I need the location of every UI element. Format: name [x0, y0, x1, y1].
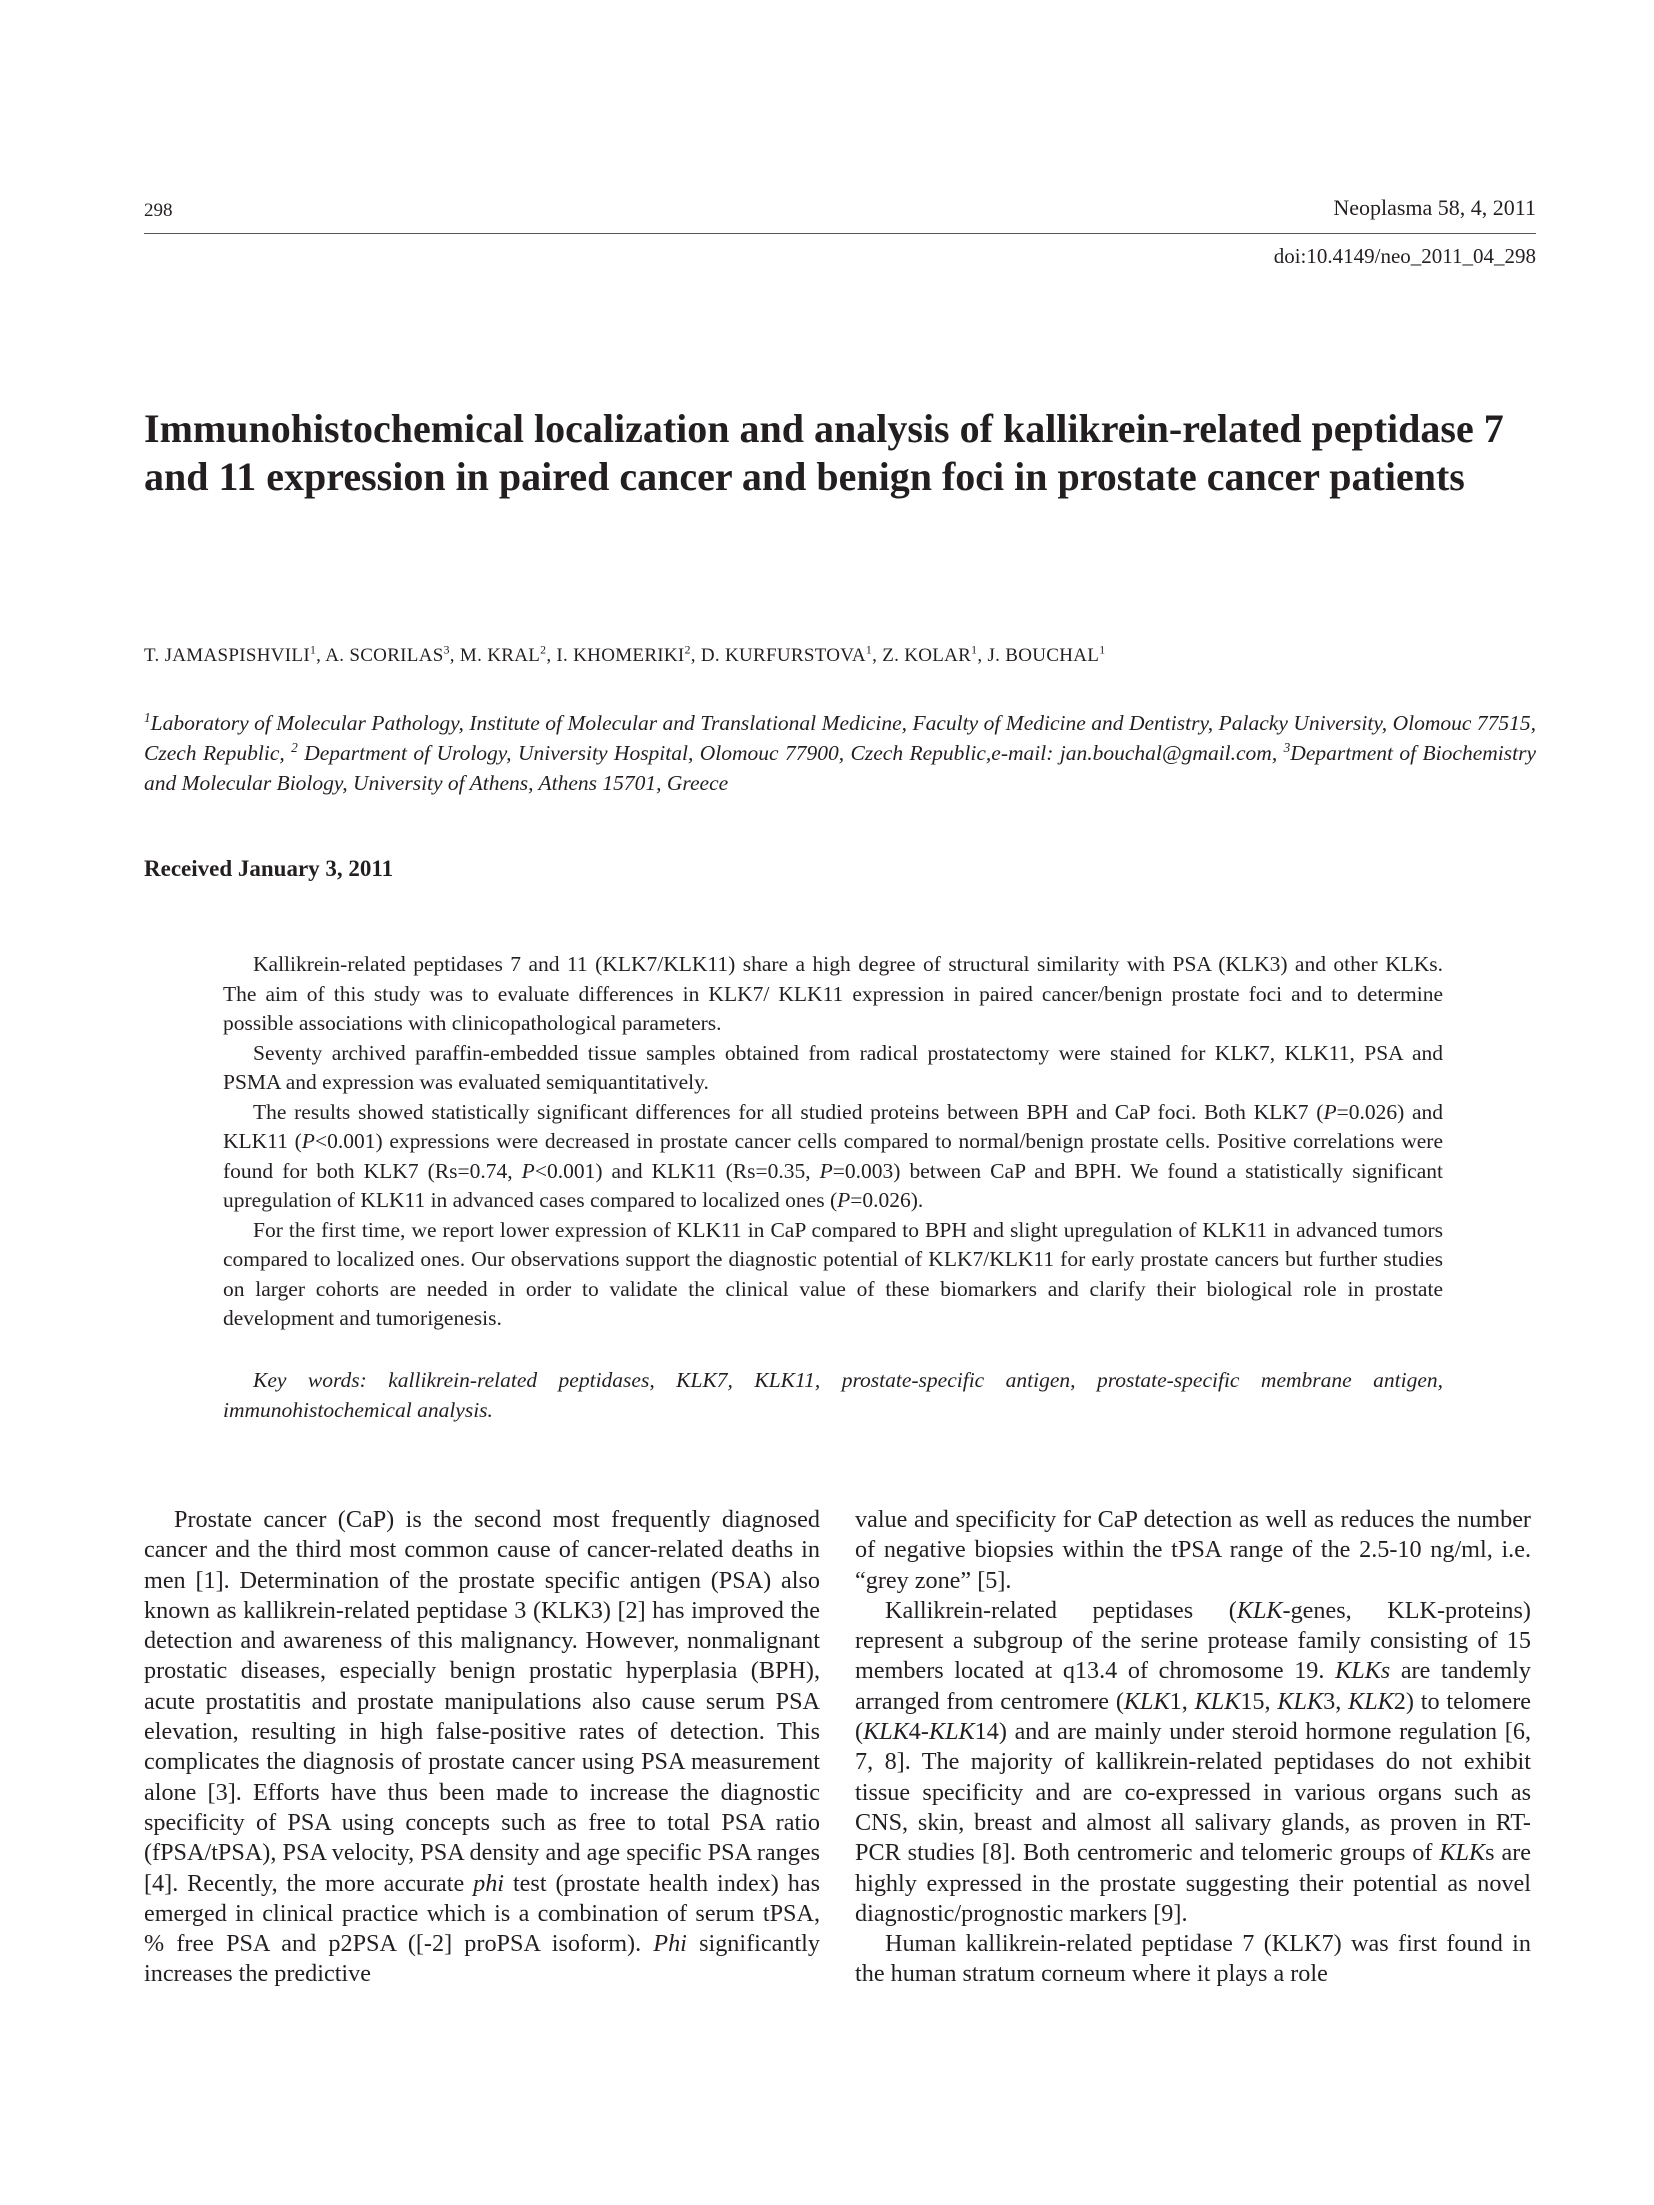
- author-name: T. JAMASPISHVILI: [144, 645, 310, 666]
- author-name: A. SCORILAS: [325, 645, 444, 666]
- text-run: 3,: [1323, 1687, 1349, 1715]
- author-affiliation-marker: 1: [309, 643, 317, 657]
- text-run: test (prostate health index) has emerged in clinical practice which is a combination of serum tPSA, % free PSA and p2PSA ([-2] proPSA isoform).: [144, 1869, 820, 1958]
- text-run: =0.003) between CaP and BPH. We found a statistically significant upregulation of KLK11 in advanced cases compared to localized ones (: [223, 1158, 1443, 1212]
- author-affiliation-marker: 2: [684, 643, 691, 657]
- text-run: The results showed statistically significant differences for all studied proteins between BPH and CaP foci. Both KLK7 (: [253, 1099, 1324, 1124]
- author-name: Z. KOLAR: [882, 645, 972, 666]
- author-affiliation-marker: 1: [1099, 643, 1106, 657]
- abstract-paragraph: Kallikrein-related peptidases 7 and 11 (KLK7/KLK11) share a high degree of structural similarity with PSA (KLK3) and other KLKs. The aim of this study was to evaluate differences in KLK7/ KLK11 expression in paired cancer/benign prostate foci and to determine possible associations with clinicopathological parameters.: [223, 952, 1443, 1035]
- text-run: <0.001) and KLK11 (Rs=0.35,: [534, 1158, 820, 1183]
- received-date: Received January 3, 2011: [144, 856, 394, 881]
- text-run: <0.001) expressions were decreased in prostate cancer cells compared to normal/benign prostate cells. Positive correlations were found for both KLK7 (Rs=0.74,: [223, 1129, 1443, 1183]
- author-affiliation-marker: 1: [971, 643, 978, 657]
- abstract: [223, 950, 1443, 1334]
- italic-text: KLK: [863, 1718, 909, 1746]
- italic-text: KLKs: [1335, 1657, 1391, 1685]
- text-run: s are highly expressed in the prostate suggesting their potential as novel diagnostic/prognostic markers [9].: [855, 1839, 1531, 1927]
- affiliations: [144, 708, 1536, 798]
- author-name: M. KRAL: [459, 645, 541, 666]
- text-run: are tandemly arranged from centromere (: [855, 1657, 1531, 1715]
- doi: doi:10.4149/neo_2011_04_298: [1273, 244, 1536, 268]
- author-affiliation-marker: 1: [865, 643, 873, 657]
- body-paragraph: Human kallikrein-related peptidase 7 (KLK7) was first found in the human stratum corneum where it plays a role: [855, 1930, 1531, 1988]
- affiliation-text: Department of Biochemistry and Molecular Biology, University of Athens, Athens 15701, Greece: [144, 741, 1536, 795]
- affiliation-text: Laboratory of Molecular Pathology, Institute of Molecular and Translational Medicine, Faculty of Medicine and Dentistry, Palacky University, Olomouc 77515, Czech Republic,: [144, 711, 1536, 765]
- author-list: T. JAMASPISHVILI$^1$, A. SCORILAS$^3$, M. KRAL$^2$, I. KHOMERIKI$^2$, D. KURFURSTOVA$^1$, Z. KOLAR$^1$, J. BOUCHAL$^1$: [144, 643, 1106, 666]
- italic-text: P: [819, 1158, 833, 1183]
- body-column-left: [144, 1505, 820, 1990]
- text-run: =0.026).: [850, 1188, 924, 1212]
- italic-text: Phi: [653, 1930, 687, 1958]
- text-run: Kallikrein-related peptidases (: [885, 1596, 1237, 1624]
- page-number: 298: [144, 200, 173, 221]
- body-column-right: [855, 1505, 1531, 1990]
- italic-text: KLK: [1439, 1839, 1486, 1867]
- author-name: I. KHOMERIKI: [556, 645, 685, 666]
- author-affiliation-marker: 3: [443, 643, 450, 657]
- abstract-paragraph: For the first time, we report lower expression of KLK11 in CaP compared to BPH and slight upregulation of KLK11 in advanced tumors compared to localized ones. Our observations support the diagnostic potential of KLK7/KLK11 for early prostate cancers but further studies on larger cohorts are needed in order to validate the clinical value of these biomarkers and clarify their biological role in prostate development and tumorigenesis.: [223, 1217, 1443, 1330]
- text-run: significantly increases the predictive: [144, 1930, 820, 1988]
- body-paragraph: value and specificity for CaP detection as well as reduces the number of negative biopsies within the tPSA range of the 2.5-10 ng/ml, i.e. “grey zone” [5].: [855, 1506, 1531, 1594]
- text-run: 4-: [908, 1718, 929, 1746]
- italic-text: P: [301, 1129, 315, 1153]
- affiliation-marker: 3: [1283, 739, 1291, 755]
- keywords: Key words: kallikrein-related peptidases, KLK7, KLK11, prostate-specific antigen, prostate-specific membrane antigen, immunohistochemical analysis.: [223, 1368, 1443, 1422]
- article-title: Immunohistochemical localization and analysis of kallikrein-related peptidase 7 and 11 expression in paired cancer and benign foci in prostate cancer patients: [144, 406, 1504, 499]
- author-affiliation-marker: 2: [540, 643, 547, 657]
- italic-text: KLK: [1194, 1687, 1241, 1715]
- text-run: 15,: [1240, 1687, 1278, 1715]
- body-paragraph: [144, 1505, 820, 1990]
- italic-text: P: [837, 1188, 851, 1212]
- affiliation-text: Department of Urology, University Hospital, Olomouc 77900, Czech Republic,e-mail: jan.bouchal@gmail.com,: [297, 741, 1284, 765]
- text-run: 2) to telomere (: [855, 1687, 1532, 1746]
- text-run: 14) and are mainly under steroid hormone regulation [6, 7, 8]. The majority of kallikrein-related peptidases do not exhibit tissue specificity and are co-expressed in various organs such as CNS, skin, breast and almost all salivary glands, as proven in RT-PCR studies [8]. Both centromeric and telomeric groups of: [855, 1718, 1531, 1867]
- text-run: -genes, KLK-proteins) represent a subgroup of the serine protease family consisting of 15 members located at q13.4 of chromosome 19.: [855, 1596, 1531, 1685]
- italic-text: KLK: [1348, 1687, 1394, 1715]
- affiliation-marker: 2: [291, 739, 298, 755]
- italic-text: P: [1323, 1099, 1337, 1124]
- italic-text: KLK: [1123, 1687, 1170, 1715]
- abstract-paragraph: Seventy archived paraffin-embedded tissue samples obtained from radical prostatectomy were stained for KLK7, KLK11, PSA and PSMA and expression was evaluated semiquantitatively.: [223, 1040, 1443, 1094]
- italic-text: KLK: [1277, 1687, 1324, 1715]
- text-run: 1,: [1169, 1687, 1195, 1715]
- text-run: Prostate cancer (CaP) is the second most frequently diagnosed cancer and the third most common cause of cancer-related deaths in men [1]. Determination of the prostate specific antigen (PSA) also known as kallikrein-related peptidase 3 (KLK3) [2] has improved the detection and awareness of this malignancy. However, nonmalignant prostatic diseases, especially benign prostatic hyperplasia (BPH), acute prostatitis and prostate manipulations also cause serum PSA elevation, resulting in high false-positive rates of detection. This complicates the diagnosis of prostate cancer using PSA measurement alone [3]. Efforts have thus been made to increase the diagnostic specificity of PSA using concepts such as free to total PSA ratio (fPSA/tPSA), PSA velocity, PSA density and age specific PSA ranges [4]. Recently, the more accurate: [144, 1506, 820, 1897]
- header-rule: [144, 233, 1536, 234]
- italic-text: KLK: [928, 1718, 975, 1746]
- author-name: J. BOUCHAL: [987, 645, 1100, 666]
- italic-text: P: [521, 1158, 535, 1183]
- affiliation-marker: 1: [144, 709, 151, 725]
- abstract-paragraph: [223, 1098, 1443, 1216]
- journal-citation: Neoplasma 58, 4, 2011: [1333, 195, 1536, 220]
- italic-text: KLK: [1236, 1596, 1283, 1624]
- author-name: D. KURFURSTOVA: [700, 645, 866, 666]
- text-run: =0.026) and KLK11 (: [223, 1099, 1443, 1153]
- italic-text: phi: [473, 1869, 505, 1897]
- body-paragraph: [855, 1596, 1531, 1929]
